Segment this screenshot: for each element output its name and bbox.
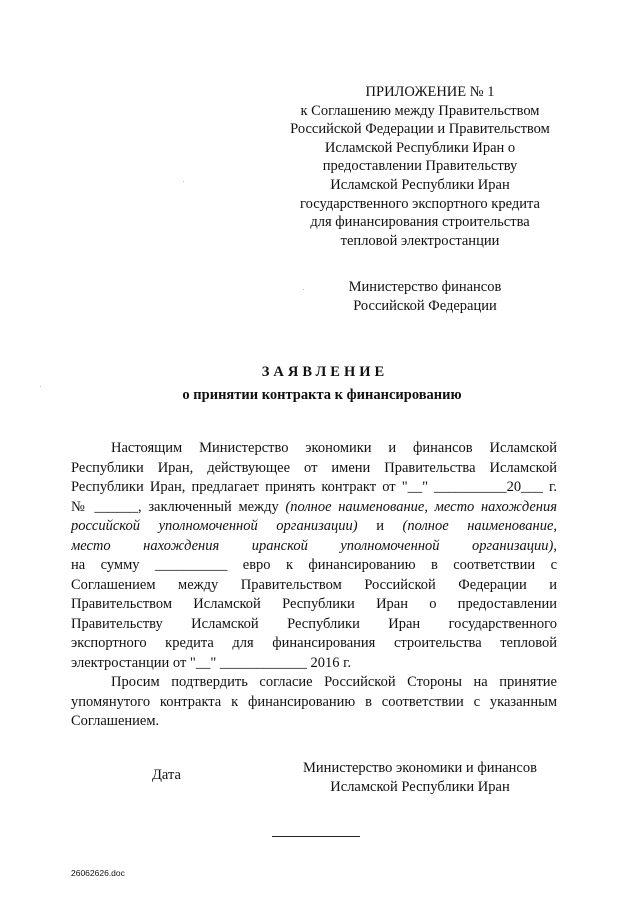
statement-title: ЗАЯВЛЕНИЕ: [261, 364, 389, 380]
body-line: Настоящим Министерство экономики и финансов Исламской: [111, 440, 557, 456]
appendix-line: Исламской Республики Иран о: [324, 139, 516, 156]
scan-speck: [183, 181, 184, 182]
body-italic-text: (полное наименование,: [402, 518, 557, 534]
body-text: и: [357, 518, 403, 534]
body-italic-text: (полное наименование, место нахождения: [285, 498, 557, 515]
body-line: [71, 498, 557, 518]
body-line: Правительству Исламской Республики Иран государственного: [71, 615, 557, 632]
body-text: ,: [553, 537, 557, 554]
signer-line: Исламской Республики Иран: [330, 778, 510, 795]
body-text: № ______, заключенный между: [71, 498, 286, 515]
addressee-block: [330, 278, 520, 315]
body-line: Соглашением между Правительством Российской Федерации и: [71, 576, 557, 593]
scan-speck: [303, 289, 304, 290]
appendix-line: для финансирования строительства: [310, 214, 530, 231]
body-line: Республики Иран, предлагает принять контракт от "__" __________20___ г.: [71, 479, 557, 495]
addressee-line: Российской Федерации: [353, 297, 497, 314]
body-line: электростанции от "__" ____________ 2016 г.: [71, 654, 352, 671]
body-italic-text: место нахождения иранской уполномоченной организации): [71, 537, 554, 554]
appendix-line: Исламской Республики Иран: [330, 176, 510, 193]
body-line: Республики Иран, действующее от имени Правительства Исламской: [71, 459, 557, 476]
appendix-line: предоставлении Правительству: [322, 158, 518, 175]
appendix-header: [270, 83, 570, 250]
statement-subtitle: о принятии контракта к финансированию: [182, 387, 462, 403]
addressee-line: Министерство финансов: [348, 279, 502, 295]
signer-line: Министерство экономики и финансов: [303, 760, 537, 776]
appendix-line: Российской Федерации и Правительством: [290, 121, 550, 138]
appendix-line: государственного экспортного кредита: [300, 195, 540, 212]
body-italic-text: российской уполномоченной организации): [71, 518, 358, 534]
appendix-title: ПРИЛОЖЕНИЕ № 1: [365, 84, 495, 100]
statement-body: [71, 439, 557, 732]
scan-speck: [40, 386, 41, 387]
body-line: Просим подтвердить согласие Российской Стороны на принятие: [111, 674, 557, 690]
signature-line: [272, 836, 360, 837]
body-line: экспортного кредита для финансирования строительства тепловой: [71, 635, 557, 651]
document-code: 26062626.doc: [71, 868, 125, 878]
date-label: Дата: [152, 767, 181, 783]
body-line: [71, 537, 557, 557]
body-line: Соглашением.: [71, 713, 160, 729]
body-line: на сумму __________ евро к финансированию в соответствии с: [71, 557, 557, 573]
body-line: упомянутого контракта к финансированию в соответствии с указанным: [71, 693, 557, 710]
body-line: [71, 517, 557, 537]
body-line: Правительством Исламской Республики Иран о предоставлении: [71, 596, 557, 612]
appendix-line: к Соглашению между Правительством: [300, 102, 540, 119]
signer-block: [290, 759, 550, 796]
appendix-line: тепловой электростанции: [340, 232, 500, 249]
